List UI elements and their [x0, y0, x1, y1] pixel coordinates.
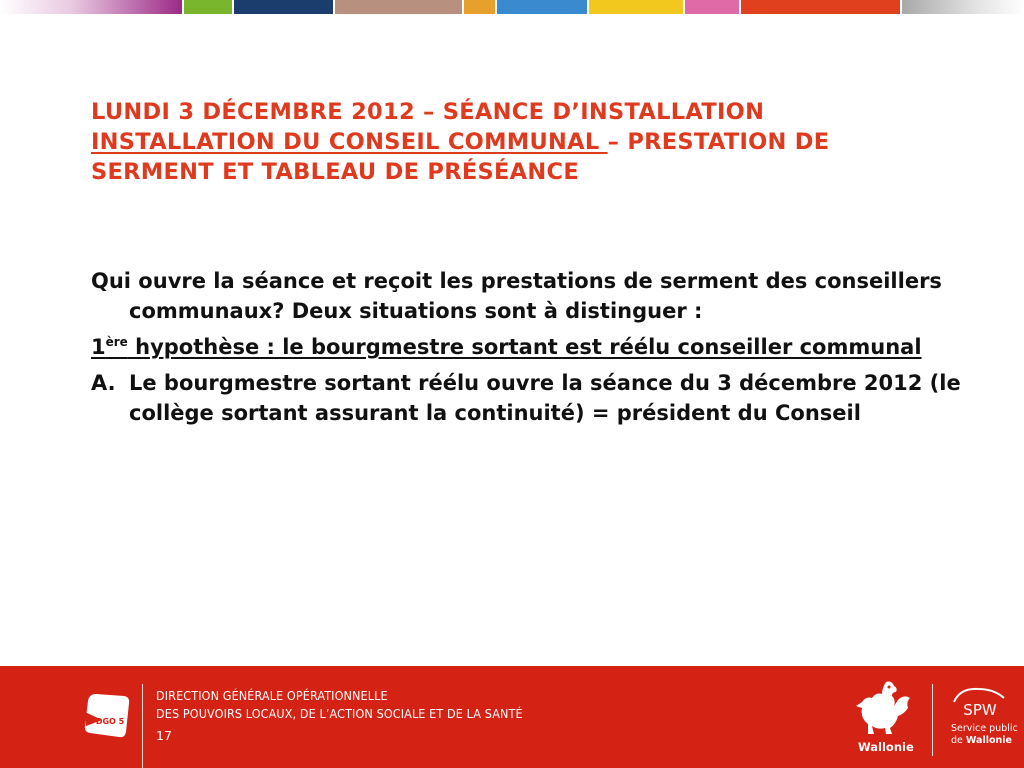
strip-segment [589, 0, 685, 14]
wallonie-rooster-icon [852, 678, 914, 736]
strip-segment [464, 0, 497, 14]
dgo5-logo-label: DGO 5 [95, 717, 125, 726]
dgo5-logo-icon [82, 692, 132, 740]
top-color-strip [0, 0, 1024, 14]
direction-line-1: DIRECTION GÉNÉRALE OPÉRATIONNELLE [156, 688, 388, 703]
title-line-2-underlined: INSTALLATION DU CONSEIL COMMUNAL [91, 129, 608, 155]
strip-segment [902, 0, 1024, 14]
question-paragraph [91, 266, 971, 326]
spw-subtitle-line-2 [951, 735, 1018, 747]
strip-segment [741, 0, 902, 14]
spw-logo-text: SPW [963, 701, 997, 718]
spw-subtitle-bold: Wallonie [965, 735, 1012, 746]
direction-text [156, 687, 523, 723]
point-a-paragraph [91, 368, 971, 428]
hypothesis-number: 1 [91, 335, 106, 359]
point-a-marker: A. [91, 371, 116, 395]
slide-body [91, 266, 971, 434]
title-line-2-rest: – PRESTATION DE [607, 129, 830, 155]
footer-divider-right [932, 684, 933, 756]
spw-subtitle [951, 723, 1018, 747]
slide-title [91, 97, 961, 187]
title-line-1: LUNDI 3 DÉCEMBRE 2012 – SÉANCE D’INSTALLATION [91, 99, 765, 125]
spw-logo-icon [950, 686, 1008, 718]
strip-segment [184, 0, 234, 14]
hypothesis-heading [91, 332, 971, 362]
point-a-text: Le bourgmestre sortant réélu ouvre la séance du 3 décembre 2012 (le collège sortant assurant la continuité) = président du Conseil [129, 371, 961, 425]
title-line-3: SERMENT ET TABLEAU DE PRÉSÉANCE [91, 159, 579, 185]
strip-segment [335, 0, 464, 14]
page-number: 17 [156, 728, 172, 743]
wallonie-label: Wallonie [858, 740, 914, 754]
hypothesis-text: hypothèse : le bourgmestre sortant est réélu conseiller communal [127, 335, 922, 359]
spw-subtitle-prefix: de [951, 735, 966, 746]
spw-subtitle-line-1: Service public [951, 723, 1018, 734]
strip-segment [685, 0, 741, 14]
footer-divider-left [142, 684, 143, 768]
hypothesis-superscript: ère [105, 335, 128, 349]
strip-segment [234, 0, 335, 14]
direction-line-2: DES POUVOIRS LOCAUX, DE L’ACTION SOCIALE ET DE LA SANTÉ [156, 706, 523, 721]
strip-segment [497, 0, 589, 14]
question-text: Qui ouvre la séance et reçoit les prestations de serment des conseillers communaux? Deux situations sont à distinguer : [91, 269, 942, 323]
strip-segment [0, 0, 184, 14]
